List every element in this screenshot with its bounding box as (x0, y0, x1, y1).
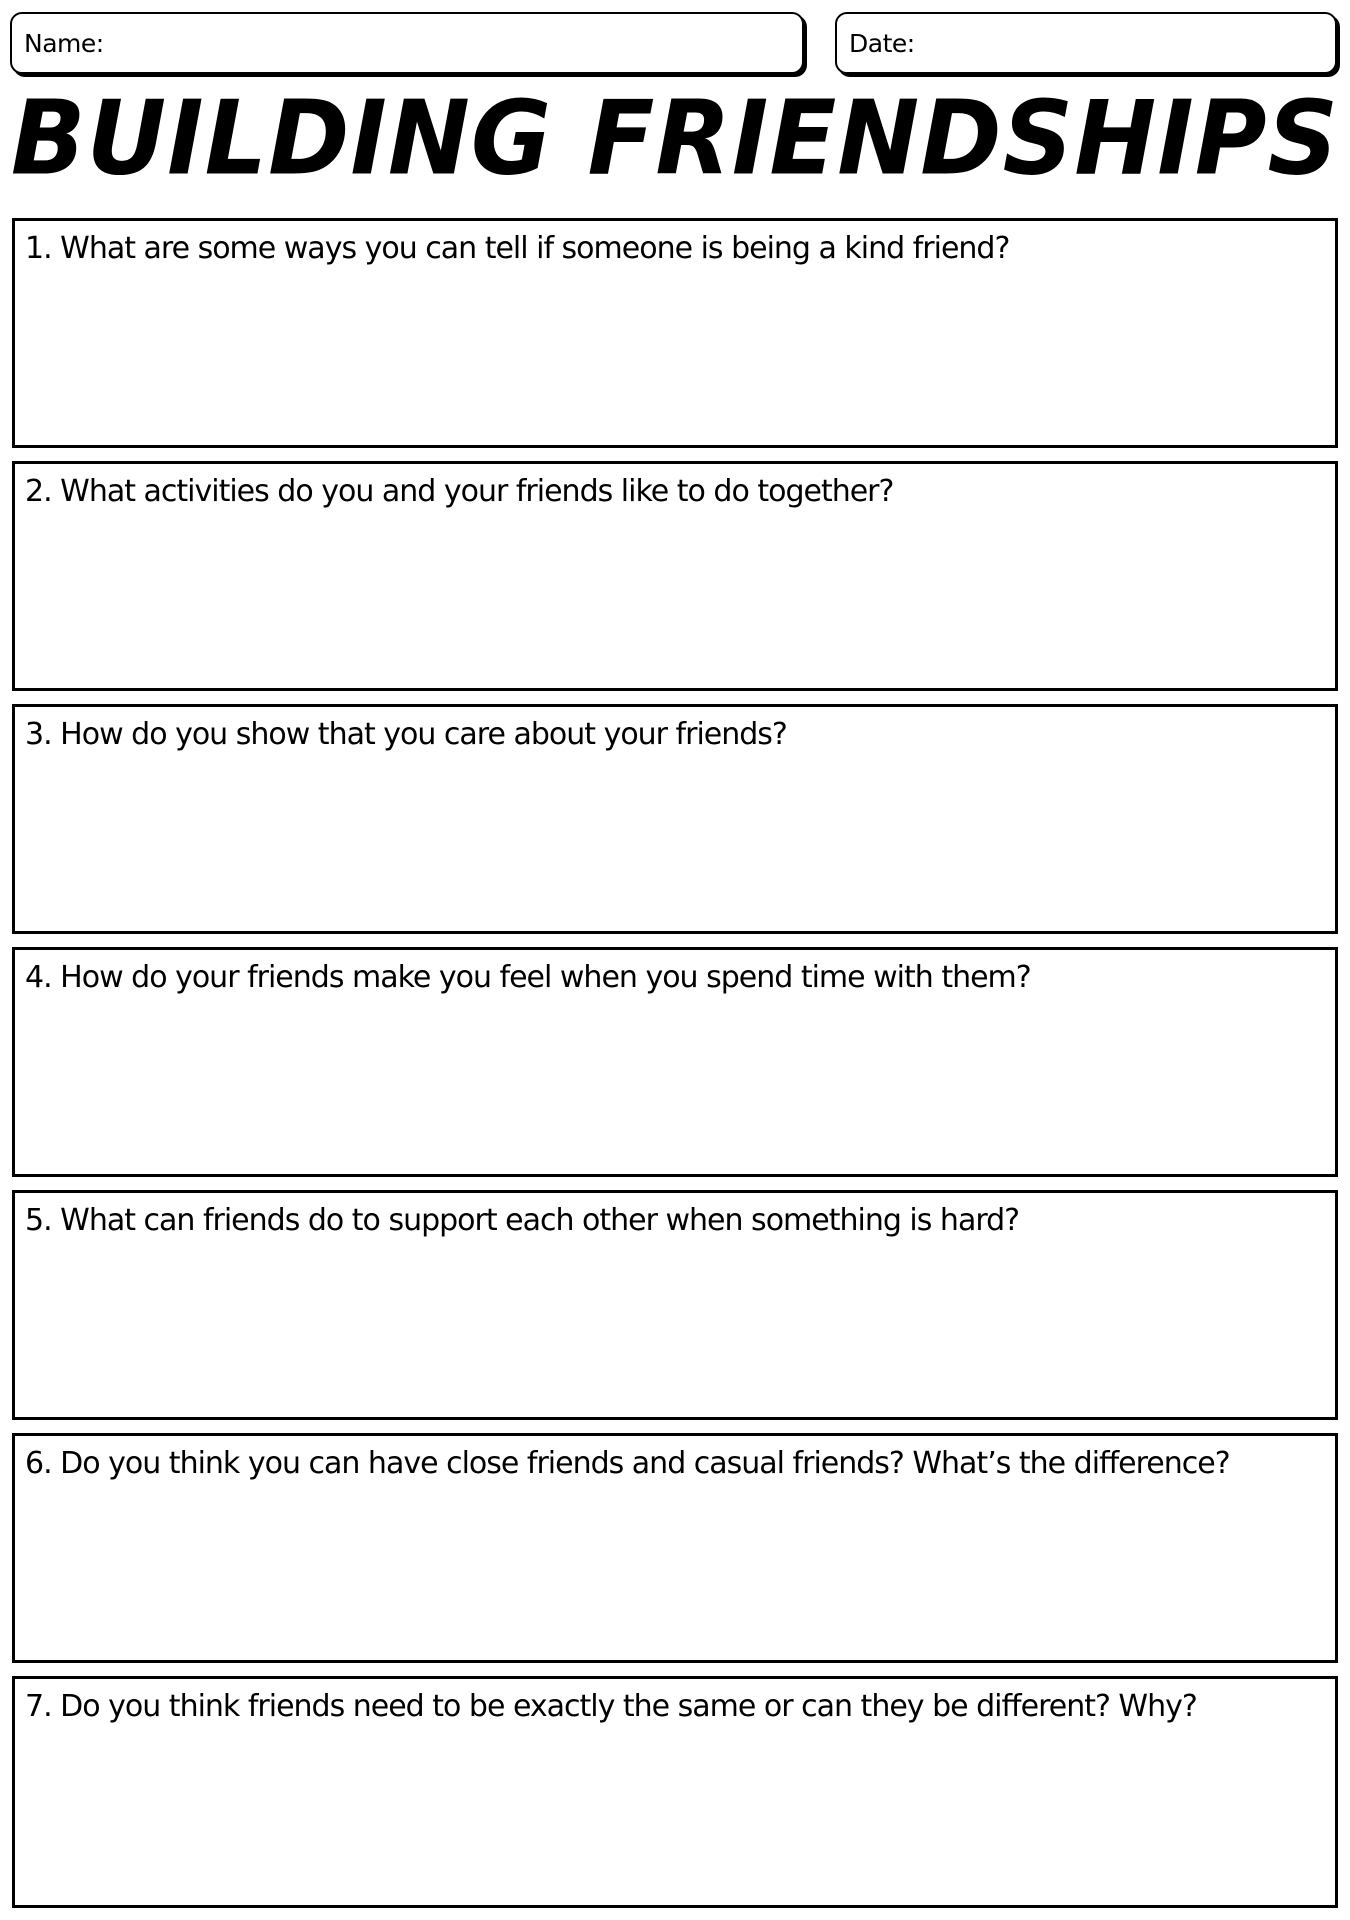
question-2: 2. What activities do you and your friends like to do together? (25, 474, 894, 509)
answer-box-5[interactable] (12, 1190, 1338, 1420)
name-field[interactable] (10, 12, 804, 74)
answer-box-4[interactable] (12, 947, 1338, 1177)
date-field[interactable] (835, 12, 1337, 74)
date-label: Date: (849, 29, 915, 58)
answer-box-6[interactable] (12, 1433, 1338, 1663)
answer-box-7[interactable] (12, 1676, 1338, 1908)
question-6: 6. Do you think you can have close friends and casual friends? What’s the difference? (25, 1446, 1230, 1481)
question-5: 5. What can friends do to support each other when something is hard? (25, 1203, 1020, 1238)
question-1: 1. What are some ways you can tell if someone is being a kind friend? (25, 231, 1010, 266)
name-label: Name: (24, 29, 104, 58)
answer-box-2[interactable] (12, 461, 1338, 691)
answer-box-1[interactable] (12, 218, 1338, 448)
page-title: BUILDING FRIENDSHIPS (10, 79, 1340, 199)
answer-box-3[interactable] (12, 704, 1338, 934)
question-4: 4. How do your friends make you feel when you spend time with them? (25, 960, 1031, 995)
question-3: 3. How do you show that you care about your friends? (25, 717, 787, 752)
question-7: 7. Do you think friends need to be exactly the same or can they be different? Why? (25, 1689, 1197, 1724)
